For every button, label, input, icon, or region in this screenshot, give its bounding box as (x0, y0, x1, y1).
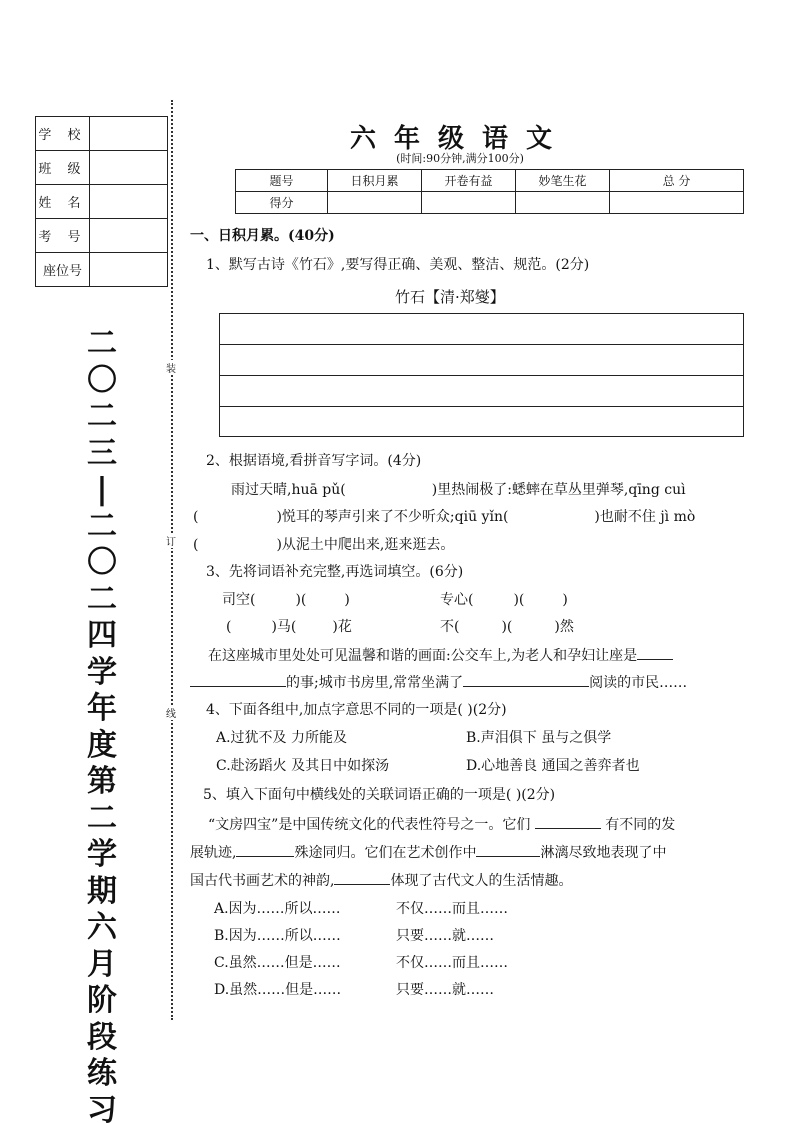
info-field-name[interactable] (90, 185, 168, 219)
info-field-class[interactable] (90, 151, 168, 185)
score-header: 妙笔生花 (516, 170, 610, 192)
score-table (235, 169, 744, 214)
vertical-title-char: 〇 (87, 362, 117, 398)
score-header: 开卷有益 (422, 170, 516, 192)
vertical-title-char: 六 (87, 910, 117, 945)
answer-blank[interactable] (463, 673, 589, 687)
info-label-exam-number: 考 号 (36, 219, 90, 253)
vertical-title-char: 二 (87, 508, 117, 544)
score-cell[interactable] (610, 192, 744, 214)
question-3: 3、先将词语补充完整,再选词填空。(6分) (206, 564, 464, 580)
score-cell[interactable] (422, 192, 516, 214)
q4-option-c[interactable]: C.赴汤蹈火 及其日中如探汤 (216, 758, 390, 774)
q4-option-b[interactable]: B.声泪俱下 虽与之俱学 (466, 730, 612, 746)
writing-line[interactable] (220, 314, 743, 345)
page-title: 六年级语文 (349, 124, 570, 154)
answer-blank[interactable] (190, 673, 286, 687)
q5-option-d-left[interactable]: D.虽然……但是…… (214, 982, 342, 998)
q2-line-2: ( )悦耳的琴声引来了不少听众;qiū yǐn( )也耐不住 jì mò (193, 509, 696, 525)
q5-option-a-left[interactable]: A.因为……所以…… (214, 901, 341, 917)
vertical-exam-title (84, 326, 120, 1123)
q5-passage-line-2: 展轨迹, 殊途同归。它们在艺术创作中 淋漓尽致地表现了中 (190, 845, 667, 861)
info-label-seat: 座位号 (36, 253, 90, 287)
vertical-title-char: 〇 (87, 545, 117, 580)
score-cell[interactable] (516, 192, 610, 214)
student-info-table (35, 116, 168, 287)
info-label-name: 姓 名 (36, 185, 90, 219)
answer-blank[interactable] (535, 815, 601, 829)
q5-passage-line-3: 国古代书画艺术的神韵, 体现了古代文人的生活情趣。 (190, 873, 573, 889)
q3-passage-line-1: 在这座城市里处处可见温馨和谐的画面:公交车上,为老人和孕妇让座是 (208, 646, 673, 666)
vertical-title-char: 四 (87, 618, 117, 653)
cut-mark-zhuang: 装 (163, 360, 179, 375)
q3-word-4: 不( )( )然 (440, 619, 574, 635)
writing-line[interactable] (220, 345, 743, 376)
section-heading: 一、日积月累。(40分) (190, 228, 335, 244)
vertical-title-char: | (96, 472, 108, 507)
vertical-title-char: 三 (87, 435, 117, 471)
q2-line-1: 雨过天晴,huā pǔ( )里热闹极了:蟋蟀在草丛里弹琴,qīng cuì (231, 482, 686, 498)
vertical-title-char: 第 (87, 764, 117, 799)
q3-word-1: 司空( )( ) (222, 592, 350, 608)
question-5: 5、填入下面句中横线处的关联词语正确的一项是( )(2分) (203, 787, 556, 803)
vertical-title-char: 年 (87, 691, 117, 726)
answer-blank[interactable] (476, 843, 540, 857)
info-field-seat[interactable] (90, 253, 168, 287)
q5-passage-line-1: “文房四宝”是中国传统文化的代表性符号之一。它们 有不同的发 (208, 817, 676, 833)
score-header: 日积月累 (328, 170, 422, 192)
info-label-class: 班 级 (36, 151, 90, 185)
vertical-title-char: 阶 (87, 983, 117, 1018)
vertical-title-char: 习 (87, 1092, 117, 1123)
cut-line (171, 100, 173, 1020)
q3-word-2: 专心( )( ) (440, 592, 568, 608)
cut-mark-ding: 订 (163, 533, 179, 548)
q5-option-d-right[interactable]: 只要……就…… (396, 982, 494, 998)
vertical-title-char: 二 (87, 326, 117, 361)
poem-title: 竹石【清·郑燮】 (395, 288, 505, 306)
vertical-title-char: 段 (87, 1019, 117, 1055)
info-field-exam-number[interactable] (90, 219, 168, 253)
vertical-title-char: 学 (87, 837, 117, 872)
poem-writing-box[interactable] (219, 313, 744, 437)
question-1: 1、默写古诗《竹石》,要写得正确、美观、整洁、规范。(2分) (206, 257, 590, 273)
question-2: 2、根据语境,看拼音写字词。(4分) (206, 453, 422, 469)
vertical-title-char: 二 (87, 399, 117, 434)
answer-blank[interactable] (637, 646, 673, 660)
q2-line-3: ( )从泥土中爬出来,逛来逛去。 (193, 537, 455, 553)
vertical-title-char: 度 (87, 727, 117, 763)
writing-line[interactable] (220, 407, 743, 438)
vertical-title-char: 学 (87, 654, 117, 690)
answer-blank[interactable] (334, 871, 390, 885)
cut-mark-xian: 线 (163, 705, 179, 720)
vertical-title-char: 二 (87, 581, 117, 617)
score-header: 总 分 (610, 170, 744, 192)
q5-option-b-right[interactable]: 只要……就…… (396, 928, 494, 944)
score-cell[interactable] (328, 192, 422, 214)
score-header: 题号 (236, 170, 328, 192)
q4-option-d[interactable]: D.心地善良 通国之善弈者也 (466, 758, 640, 774)
q5-option-c-right[interactable]: 不仅……而且…… (396, 955, 508, 971)
answer-blank[interactable] (236, 843, 294, 857)
vertical-title-char: 二 (87, 800, 117, 836)
score-row-label: 得分 (236, 192, 328, 214)
vertical-title-char: 期 (87, 873, 117, 909)
vertical-title-char: 月 (87, 946, 117, 982)
q5-option-c-left[interactable]: C.虽然……但是…… (214, 955, 341, 971)
q3-word-3: ( )马( )花 (226, 619, 352, 635)
q4-option-a[interactable]: A.过犹不及 力所能及 (216, 730, 348, 746)
vertical-title-char: 练 (87, 1056, 117, 1091)
question-4: 4、下面各组中,加点字意思不同的一项是( )(2分) (206, 702, 507, 718)
writing-line[interactable] (220, 376, 743, 407)
page-subtitle: (时间:90分钟,满分100分) (396, 152, 524, 165)
q3-passage-line-2: 的事;城市书房里,常常坐满了 阅读的市民…… (190, 673, 687, 693)
q5-option-b-left[interactable]: B.因为……所以…… (214, 928, 341, 944)
q5-option-a-right[interactable]: 不仅……而且…… (396, 901, 508, 917)
info-label-school: 学 校 (36, 117, 90, 151)
info-field-school[interactable] (90, 117, 168, 151)
